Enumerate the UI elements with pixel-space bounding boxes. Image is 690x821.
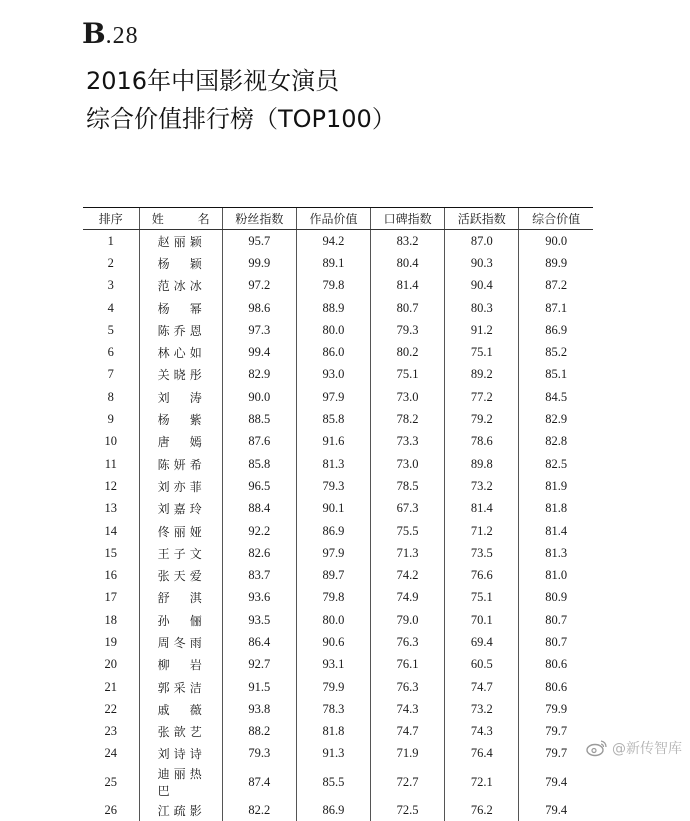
score-cell: 73.0 [371, 386, 445, 408]
name-cell: 迪丽热巴 [139, 765, 222, 799]
score-cell: 69.4 [445, 631, 519, 653]
score-cell: 87.6 [222, 431, 296, 453]
score-cell: 72.5 [371, 799, 445, 821]
rank-cell: 7 [83, 364, 139, 386]
score-cell: 80.0 [296, 319, 370, 341]
score-cell: 80.4 [371, 252, 445, 274]
score-cell: 90.0 [222, 386, 296, 408]
score-cell: 88.4 [222, 498, 296, 520]
score-cell: 73.5 [445, 542, 519, 564]
score-cell: 80.6 [519, 654, 593, 676]
table-header-row [83, 208, 593, 230]
score-cell: 90.4 [445, 275, 519, 297]
score-cell: 76.2 [445, 799, 519, 821]
score-cell: 76.4 [445, 743, 519, 765]
table-row [83, 520, 593, 542]
name-cell: 张歆艺 [139, 721, 222, 743]
score-cell: 81.4 [371, 275, 445, 297]
score-cell: 90.6 [296, 631, 370, 653]
table-row [83, 386, 593, 408]
score-cell: 87.2 [519, 275, 593, 297]
score-cell: 77.2 [445, 386, 519, 408]
score-cell: 88.2 [222, 721, 296, 743]
score-cell: 74.2 [371, 564, 445, 586]
score-cell: 74.3 [371, 698, 445, 720]
score-cell: 97.3 [222, 319, 296, 341]
score-cell: 82.6 [222, 542, 296, 564]
score-cell: 85.8 [222, 453, 296, 475]
score-cell: 79.9 [519, 698, 593, 720]
score-cell: 97.9 [296, 542, 370, 564]
score-cell: 86.4 [222, 631, 296, 653]
score-cell: 73.0 [371, 453, 445, 475]
score-cell: 72.1 [445, 765, 519, 799]
rank-cell: 19 [83, 631, 139, 653]
score-cell: 71.3 [371, 542, 445, 564]
rank-cell: 18 [83, 609, 139, 631]
score-cell: 79.8 [296, 587, 370, 609]
column-header-label: 姓 名 [152, 210, 210, 227]
rank-cell: 9 [83, 408, 139, 430]
score-cell: 74.7 [445, 676, 519, 698]
score-cell: 89.9 [519, 252, 593, 274]
book-mark-letter: B [82, 17, 106, 50]
score-cell: 80.3 [445, 297, 519, 319]
score-cell: 74.7 [371, 721, 445, 743]
score-cell: 81.8 [296, 721, 370, 743]
score-cell: 80.0 [296, 609, 370, 631]
page-number: .28 [106, 23, 139, 49]
name-cell: 杨紫 [139, 408, 222, 430]
score-cell: 93.6 [222, 587, 296, 609]
name-cell: 张天爱 [139, 564, 222, 586]
score-cell: 75.1 [445, 587, 519, 609]
table-row [83, 453, 593, 475]
score-cell: 60.5 [445, 654, 519, 676]
score-cell: 90.1 [296, 498, 370, 520]
score-cell: 73.3 [371, 431, 445, 453]
score-cell: 82.8 [519, 431, 593, 453]
column-header: 综合价值 [519, 208, 593, 230]
score-cell: 67.3 [371, 498, 445, 520]
name-cell: 杨颖 [139, 252, 222, 274]
name-cell: 范冰冰 [139, 275, 222, 297]
table-row [83, 408, 593, 430]
table-row [83, 631, 593, 653]
score-cell: 89.2 [445, 364, 519, 386]
table-row [83, 297, 593, 319]
name-cell: 舒淇 [139, 587, 222, 609]
rank-cell: 22 [83, 698, 139, 720]
ranking-table [83, 207, 593, 821]
score-cell: 70.1 [445, 609, 519, 631]
name-cell: 戚薇 [139, 698, 222, 720]
rank-cell: 15 [83, 542, 139, 564]
watermark [586, 738, 682, 758]
score-cell: 81.0 [519, 564, 593, 586]
score-cell: 74.9 [371, 587, 445, 609]
score-cell: 79.2 [445, 408, 519, 430]
name-cell: 唐嫣 [139, 431, 222, 453]
score-cell: 75.5 [371, 520, 445, 542]
weibo-icon [586, 739, 608, 757]
score-cell: 83.7 [222, 564, 296, 586]
name-cell: 刘涛 [139, 386, 222, 408]
table-row [83, 587, 593, 609]
score-cell: 80.7 [519, 631, 593, 653]
watermark-text: @新传智库 [612, 738, 682, 758]
score-cell: 73.2 [445, 475, 519, 497]
score-cell: 88.5 [222, 408, 296, 430]
score-cell: 90.0 [519, 230, 593, 253]
title-line-1: 2016年中国影视女演员 [86, 62, 396, 100]
rank-cell: 3 [83, 275, 139, 297]
table-row [83, 698, 593, 720]
score-cell: 89.1 [296, 252, 370, 274]
score-cell: 93.1 [296, 654, 370, 676]
name-cell: 关晓彤 [139, 364, 222, 386]
score-cell: 97.2 [222, 275, 296, 297]
score-cell: 76.3 [371, 631, 445, 653]
rank-cell: 4 [83, 297, 139, 319]
score-cell: 92.7 [222, 654, 296, 676]
score-cell: 79.4 [519, 799, 593, 821]
score-cell: 72.7 [371, 765, 445, 799]
score-cell: 76.6 [445, 564, 519, 586]
name-cell: 刘亦菲 [139, 475, 222, 497]
rank-cell: 5 [83, 319, 139, 341]
score-cell: 73.2 [445, 698, 519, 720]
table-row [83, 609, 593, 631]
name-cell: 江疏影 [139, 799, 222, 821]
score-cell: 87.4 [222, 765, 296, 799]
score-cell: 93.5 [222, 609, 296, 631]
score-cell: 81.8 [519, 498, 593, 520]
score-cell: 81.4 [519, 520, 593, 542]
score-cell: 79.7 [519, 743, 593, 765]
column-header [139, 208, 222, 230]
column-header: 作品价值 [296, 208, 370, 230]
score-cell: 81.9 [519, 475, 593, 497]
name-cell: 王子文 [139, 542, 222, 564]
score-cell: 79.8 [296, 275, 370, 297]
score-cell: 93.8 [222, 698, 296, 720]
score-cell: 88.9 [296, 297, 370, 319]
table-row [83, 743, 593, 765]
score-cell: 81.4 [445, 498, 519, 520]
rank-cell: 6 [83, 341, 139, 363]
score-cell: 90.3 [445, 252, 519, 274]
table-row [83, 364, 593, 386]
score-cell: 89.7 [296, 564, 370, 586]
score-cell: 81.3 [296, 453, 370, 475]
score-cell: 86.9 [519, 319, 593, 341]
table-row [83, 498, 593, 520]
score-cell: 75.1 [371, 364, 445, 386]
score-cell: 76.1 [371, 654, 445, 676]
score-cell: 71.2 [445, 520, 519, 542]
score-cell: 80.7 [371, 297, 445, 319]
rank-cell: 25 [83, 765, 139, 799]
score-cell: 87.1 [519, 297, 593, 319]
column-header: 口碑指数 [371, 208, 445, 230]
title-line-2: 综合价值排行榜（TOP100） [86, 100, 396, 138]
score-cell: 78.3 [296, 698, 370, 720]
score-cell: 92.2 [222, 520, 296, 542]
name-cell: 柳岩 [139, 654, 222, 676]
score-cell: 95.7 [222, 230, 296, 253]
rank-cell: 20 [83, 654, 139, 676]
rank-cell: 26 [83, 799, 139, 821]
score-cell: 86.9 [296, 799, 370, 821]
name-cell: 孙俪 [139, 609, 222, 631]
score-cell: 82.5 [519, 453, 593, 475]
table-row [83, 542, 593, 564]
table-row [83, 319, 593, 341]
score-cell: 79.3 [296, 475, 370, 497]
table-row [83, 475, 593, 497]
table-row [83, 252, 593, 274]
rank-cell: 23 [83, 721, 139, 743]
name-cell: 刘诗诗 [139, 743, 222, 765]
column-header: 活跃指数 [445, 208, 519, 230]
table-row [83, 765, 593, 799]
score-cell: 80.2 [371, 341, 445, 363]
table-row [83, 721, 593, 743]
score-cell: 87.0 [445, 230, 519, 253]
score-cell: 75.1 [445, 341, 519, 363]
column-header: 排序 [83, 208, 139, 230]
book-page-mark [82, 20, 139, 50]
score-cell: 82.9 [222, 364, 296, 386]
score-cell: 86.9 [296, 520, 370, 542]
score-cell: 79.9 [296, 676, 370, 698]
score-cell: 91.2 [445, 319, 519, 341]
score-cell: 80.6 [519, 676, 593, 698]
score-cell: 91.5 [222, 676, 296, 698]
rank-cell: 16 [83, 564, 139, 586]
score-cell: 98.6 [222, 297, 296, 319]
rank-cell: 2 [83, 252, 139, 274]
score-cell: 76.3 [371, 676, 445, 698]
name-cell: 刘嘉玲 [139, 498, 222, 520]
table-row [83, 676, 593, 698]
rank-cell: 24 [83, 743, 139, 765]
score-cell: 82.2 [222, 799, 296, 821]
score-cell: 74.3 [445, 721, 519, 743]
score-cell: 85.1 [519, 364, 593, 386]
score-cell: 82.9 [519, 408, 593, 430]
name-cell: 郭采洁 [139, 676, 222, 698]
score-cell: 99.4 [222, 341, 296, 363]
score-cell: 80.9 [519, 587, 593, 609]
rank-cell: 14 [83, 520, 139, 542]
score-cell: 80.7 [519, 609, 593, 631]
rank-cell: 1 [83, 230, 139, 253]
name-cell: 周冬雨 [139, 631, 222, 653]
name-cell: 佟丽娅 [139, 520, 222, 542]
table-body [83, 230, 593, 821]
page-title [86, 62, 396, 138]
rank-cell: 11 [83, 453, 139, 475]
rank-cell: 10 [83, 431, 139, 453]
score-cell: 89.8 [445, 453, 519, 475]
score-cell: 85.8 [296, 408, 370, 430]
score-cell: 96.5 [222, 475, 296, 497]
table-row [83, 431, 593, 453]
score-cell: 91.3 [296, 743, 370, 765]
score-cell: 99.9 [222, 252, 296, 274]
table-row [83, 799, 593, 821]
column-header: 粉丝指数 [222, 208, 296, 230]
score-cell: 93.0 [296, 364, 370, 386]
score-cell: 79.0 [371, 609, 445, 631]
rank-cell: 21 [83, 676, 139, 698]
score-cell: 85.5 [296, 765, 370, 799]
score-cell: 91.6 [296, 431, 370, 453]
name-cell: 杨幂 [139, 297, 222, 319]
name-cell: 陈妍希 [139, 453, 222, 475]
score-cell: 81.3 [519, 542, 593, 564]
table-row [83, 564, 593, 586]
rank-cell: 17 [83, 587, 139, 609]
name-cell: 赵丽颖 [139, 230, 222, 253]
score-cell: 86.0 [296, 341, 370, 363]
rank-cell: 8 [83, 386, 139, 408]
rank-cell: 13 [83, 498, 139, 520]
table-row [83, 654, 593, 676]
name-cell: 林心如 [139, 341, 222, 363]
name-cell: 陈乔恩 [139, 319, 222, 341]
score-cell: 84.5 [519, 386, 593, 408]
score-cell: 78.5 [371, 475, 445, 497]
score-cell: 79.3 [371, 319, 445, 341]
score-cell: 78.6 [445, 431, 519, 453]
score-cell: 94.2 [296, 230, 370, 253]
score-cell: 79.7 [519, 721, 593, 743]
table-row [83, 341, 593, 363]
score-cell: 97.9 [296, 386, 370, 408]
table-row [83, 230, 593, 253]
rank-cell: 12 [83, 475, 139, 497]
score-cell: 79.3 [222, 743, 296, 765]
score-cell: 79.4 [519, 765, 593, 799]
score-cell: 71.9 [371, 743, 445, 765]
score-cell: 83.2 [371, 230, 445, 253]
table-row [83, 275, 593, 297]
score-cell: 78.2 [371, 408, 445, 430]
score-cell: 85.2 [519, 341, 593, 363]
